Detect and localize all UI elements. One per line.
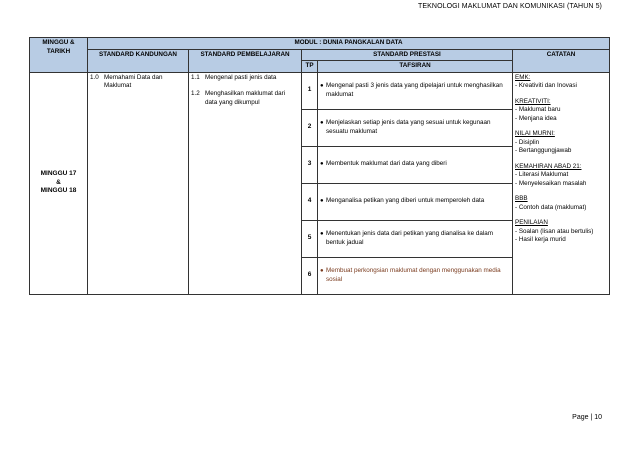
tp-cell: 1 [302, 72, 318, 109]
sp-number: 1.1 [191, 73, 200, 81]
tafsiran-cell [318, 72, 513, 109]
page-header: TEKNOLOGI MAKLUMAT DAN KOMUNIKASI (TAHUN 5) [418, 3, 602, 10]
sp-text: Menghasilkan maklumat dari data yang dikumpul [205, 90, 286, 106]
catatan-label: PENILAIAN [515, 219, 548, 226]
tp-cell: 6 [302, 257, 318, 294]
bullet-icon: ● [320, 161, 324, 168]
tp-cell: 3 [302, 146, 318, 183]
bullet-icon: ● [320, 231, 324, 237]
catatan-header: CATATAN [513, 49, 610, 72]
tafsiran-text: Membentuk maklumat dari data yang diberi [326, 160, 447, 168]
catatan-line: - Menyelesaikan masalah [515, 179, 587, 187]
sp-number: 1.2 [191, 90, 200, 97]
minggu-cell [30, 72, 88, 294]
tafsiran-cell [318, 146, 513, 183]
catatan-line: - Soalan (lisan atau bertulis) [515, 227, 594, 235]
tafsiran-text: Menentukan jenis data dari petikan yang dianalisa ke dalam bentuk jadual [326, 230, 493, 246]
tafsiran-text: Mengenal pasti 3 jenis data yang dipelajari untuk menghasilkan maklumat [326, 82, 503, 98]
tp-cell: 2 [302, 109, 318, 146]
sk-text: Memahami Data dan Maklumat [104, 73, 163, 89]
sp-cell [189, 72, 302, 294]
catatan-label: BBB [515, 195, 528, 202]
tafsiran-cell [318, 257, 513, 294]
tp-cell: 4 [302, 183, 318, 220]
catatan-label: KEMAHIRAN ABAD 21: [515, 162, 582, 170]
catatan-line: - Kreativiti dan Inovasi [515, 82, 577, 89]
sk-cell [88, 72, 189, 294]
lesson-plan-table [29, 37, 610, 295]
tafsiran-text: Menjelaskan setiap jenis data yang sesuai untuk kegunaan sesuatu maklumat [326, 119, 491, 135]
catatan-line: - Literasi Maklumat [515, 171, 569, 178]
tafsiran-cell [318, 183, 513, 220]
bullet-icon: ● [320, 268, 324, 274]
tafsiran-header: TAFSIRAN [318, 61, 513, 73]
minggu-amp: & [56, 178, 61, 186]
catatan-label: EMK: [515, 73, 531, 81]
sk-number: 1.0 [90, 73, 99, 81]
catatan-line: - Disiplin [515, 138, 540, 146]
catatan-line: - Maklumat baru [515, 106, 561, 113]
page-number: Page | 10 [572, 414, 602, 421]
tafsiran-text: Membuat perkongsian maklumat dengan menggunakan media sosial [326, 267, 501, 283]
tafsiran-text: Menganalisa petikan yang diberi untuk memperoleh data [326, 197, 485, 205]
catatan-label: NILAI MURNI: [515, 130, 555, 137]
tafsiran-cell [318, 109, 513, 146]
tp-header: TP [302, 61, 318, 73]
modul-title: MODUL : DUNIA PANGKALAN DATA [88, 38, 610, 50]
bullet-icon: ● [320, 83, 324, 89]
minggu-start: MINGGU 17 [40, 169, 77, 177]
tafsiran-cell [318, 220, 513, 257]
sp-text: Mengenal pasti jenis data [205, 73, 277, 81]
sk-header: STANDARD KANDUNGAN [88, 49, 189, 72]
catatan-label: KREATIVITI: [515, 97, 551, 105]
catatan-line: - Contoh data (maklumat) [515, 203, 587, 211]
minggu-end: MINGGU 18 [40, 187, 77, 195]
catatan-line: - Bertanggungjawab [515, 147, 572, 154]
prestasi-header: STANDARD PRESTASI [302, 49, 513, 61]
catatan-cell [513, 72, 610, 294]
catatan-line: - Menjana idea [515, 114, 557, 122]
catatan-line: - Hasil kerja murid [515, 236, 566, 243]
bullet-icon: ● [320, 120, 324, 126]
minggu-header: MINGGU & TARIKH [30, 38, 88, 73]
tp-cell: 5 [302, 220, 318, 257]
sp-header: STANDARD PEMBELAJARAN [189, 49, 302, 72]
bullet-icon: ● [320, 198, 324, 205]
